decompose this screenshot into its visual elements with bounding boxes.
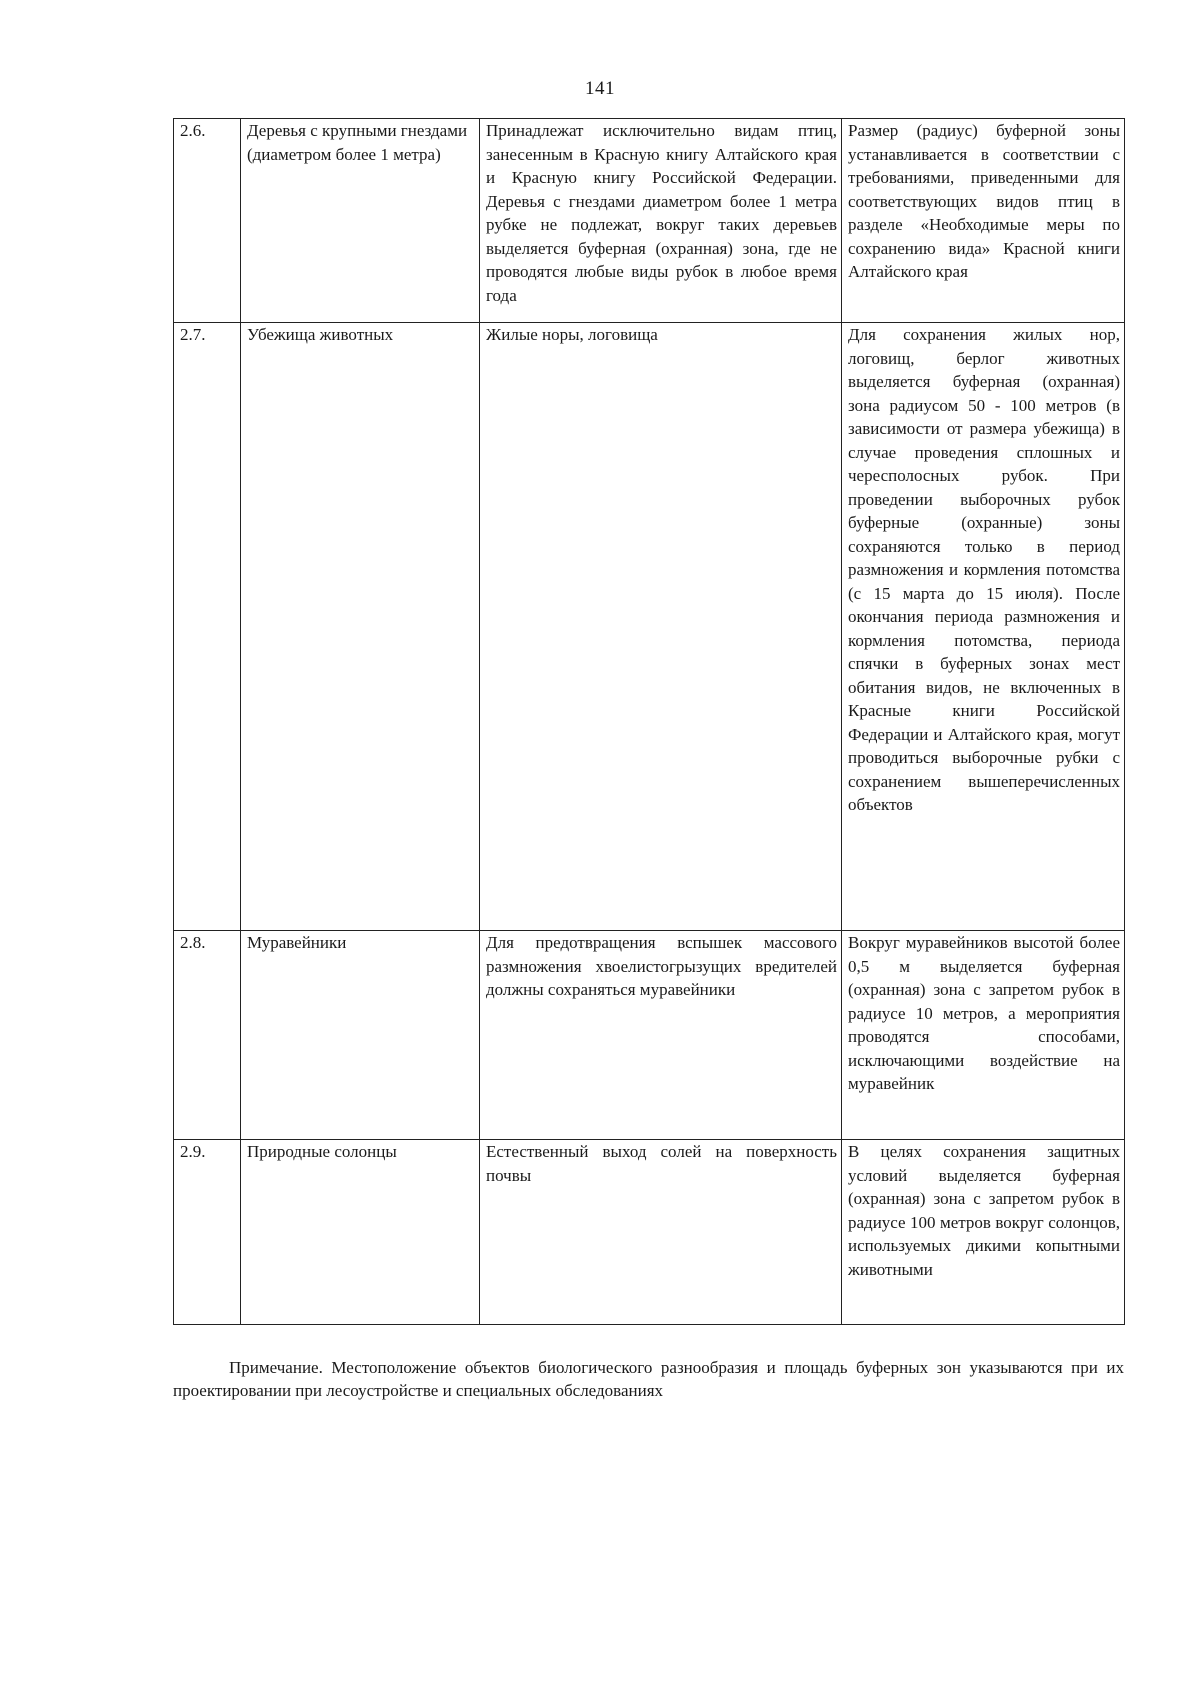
object-name: Убежища животных <box>241 323 480 931</box>
object-description: Естественный выход солей на поверхность почвы <box>480 1140 842 1325</box>
buffer-zone-rule: Размер (радиус) буферной зоны устанавливается в соответствии с требованиями, приведенными для соответствующих видов птиц в разделе «Необходимые меры по сохранению вида» Красной книги Алтайского края <box>842 119 1125 323</box>
biodiversity-objects-table <box>173 118 1125 1325</box>
object-name: Природные солонцы <box>241 1140 480 1325</box>
object-description: Принадлежат исключительно видам птиц, занесенным в Красную книгу Алтайского края и Красную книгу Российской Федерации. Деревья с гнездами диаметром более 1 метра рубке не подлежат, вокруг таких деревьев выделяется буферная (охранная) зона, где не проводятся любые виды рубок в любое время года <box>480 119 842 323</box>
object-name: Деревья с крупными гнездами (диаметром более 1 метра) <box>241 119 480 323</box>
object-description: Жилые норы, логовища <box>480 323 842 931</box>
row-number: 2.6. <box>174 119 241 323</box>
object-name: Муравейники <box>241 931 480 1140</box>
page-number: 141 <box>585 78 615 99</box>
table-row <box>174 119 1125 323</box>
buffer-zone-rule: Для сохранения жилых нор, логовищ, берлог животных выделяется буферная (охранная) зона радиусом 50 - 100 метров (в зависимости от размера убежища) в случае проведения сплошных и чересполосных рубок. При проведении выборочных рубок буферные (охранные) зоны сохраняются только в период размножения и кормления потомства (с 15 марта до 15 июля). После окончания периода размножения и кормления потомства, периода спячки в буферных зонах мест обитания видов, не включенных в Красные книги Российской Федерации и Алтайского края, могут проводиться выборочные рубки с сохранением вышеперечисленных объектов <box>842 323 1125 931</box>
row-number: 2.7. <box>174 323 241 931</box>
buffer-zone-rule: В целях сохранения защитных условий выделяется буферная (охранная) зона с запретом рубок в радиусе 100 метров вокруг солонцов, используемых дикими копытными животными <box>842 1140 1125 1325</box>
buffer-zone-rule: Вокруг муравейников высотой более 0,5 м выделяется буферная (охранная) зона с запретом рубок в радиусе 10 метров, а мероприятия проводятся способами, исключающими воздействие на муравейник <box>842 931 1125 1140</box>
footnote-text: Примечание. Местоположение объектов биологического разнообразия и площадь буферных зон указываются при их проектировании при лесоустройстве и специальных обследованиях <box>173 1358 1124 1400</box>
object-description: Для предотвращения вспышек массового размножения хвоелистогрызущих вредителей должны сохраняться муравейники <box>480 931 842 1140</box>
table-row <box>174 931 1125 1140</box>
row-number: 2.8. <box>174 931 241 1140</box>
table-row <box>174 323 1125 931</box>
table-row <box>174 1140 1125 1325</box>
row-number: 2.9. <box>174 1140 241 1325</box>
